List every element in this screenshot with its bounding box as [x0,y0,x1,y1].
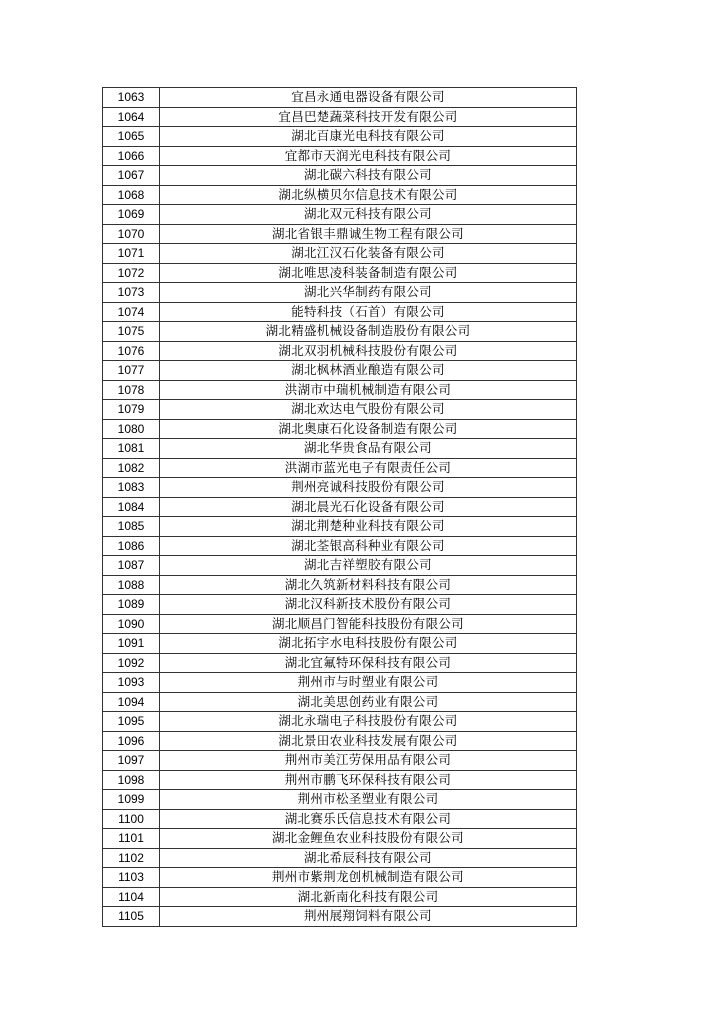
company-name: 荆州展翔饲料有限公司 [160,907,577,927]
row-number: 1076 [103,341,160,361]
company-name: 湖北兴华制药有限公司 [160,283,577,303]
row-number: 1082 [103,458,160,478]
company-name: 湖北双元科技有限公司 [160,205,577,225]
company-name: 荆州亮诚科技股份有限公司 [160,478,577,498]
row-number: 1065 [103,127,160,147]
row-number: 1077 [103,361,160,381]
company-name: 湖北纵横贝尔信息技术有限公司 [160,185,577,205]
table-row [103,829,577,849]
table-row [103,478,577,498]
row-number: 1097 [103,751,160,771]
company-name: 湖北美思创药业有限公司 [160,692,577,712]
company-name: 荆州市松圣塑业有限公司 [160,790,577,810]
table-row [103,809,577,829]
table-row [103,575,577,595]
row-number: 1078 [103,380,160,400]
company-name: 宜都市天润光电科技有限公司 [160,146,577,166]
table-row [103,88,577,108]
row-number: 1086 [103,536,160,556]
table-row [103,848,577,868]
table-row [103,497,577,517]
table-row [103,595,577,615]
row-number: 1105 [103,907,160,927]
table-row [103,536,577,556]
table-row [103,614,577,634]
company-name: 湖北顺昌门智能科技股份有限公司 [160,614,577,634]
company-name: 湖北华贵食品有限公司 [160,439,577,459]
table-row [103,692,577,712]
row-number: 1068 [103,185,160,205]
company-name: 湖北唯思凌科装备制造有限公司 [160,263,577,283]
company-name: 湖北枫林酒业酿造有限公司 [160,361,577,381]
company-name: 湖北双羽机械科技股份有限公司 [160,341,577,361]
company-name: 湖北景田农业科技发展有限公司 [160,731,577,751]
row-number: 1088 [103,575,160,595]
table-row [103,341,577,361]
row-number: 1072 [103,263,160,283]
company-name: 湖北晨光石化设备有限公司 [160,497,577,517]
company-name: 湖北荆楚种业科技有限公司 [160,517,577,537]
table-row [103,244,577,264]
row-number: 1070 [103,224,160,244]
row-number: 1099 [103,790,160,810]
company-table-body [103,88,577,927]
table-row [103,302,577,322]
row-number: 1084 [103,497,160,517]
company-name: 洪湖市中瑞机械制造有限公司 [160,380,577,400]
company-name: 湖北久筑新材料科技有限公司 [160,575,577,595]
company-name: 湖北宜氟特环保科技有限公司 [160,653,577,673]
table-row [103,400,577,420]
row-number: 1085 [103,517,160,537]
company-name: 荆州市美江劳保用品有限公司 [160,751,577,771]
company-name: 荆州市紫荆龙创机械制造有限公司 [160,868,577,888]
row-number: 1071 [103,244,160,264]
row-number: 1064 [103,107,160,127]
company-name: 湖北奥康石化设备制造有限公司 [160,419,577,439]
row-number: 1093 [103,673,160,693]
company-name: 湖北百康光电科技有限公司 [160,127,577,147]
table-row [103,653,577,673]
row-number: 1092 [103,653,160,673]
row-number: 1066 [103,146,160,166]
row-number: 1094 [103,692,160,712]
company-name: 湖北金鲤鱼农业科技股份有限公司 [160,829,577,849]
row-number: 1090 [103,614,160,634]
table-row [103,127,577,147]
company-name: 湖北拓宇水电科技股份有限公司 [160,634,577,654]
table-row [103,458,577,478]
table-row [103,146,577,166]
row-number: 1103 [103,868,160,888]
company-name: 湖北精盛机械设备制造股份有限公司 [160,322,577,342]
row-number: 1063 [103,88,160,108]
row-number: 1104 [103,887,160,907]
row-number: 1083 [103,478,160,498]
table-row [103,887,577,907]
row-number: 1087 [103,556,160,576]
row-number: 1069 [103,205,160,225]
row-number: 1100 [103,809,160,829]
company-name: 荆州市鹏飞环保科技有限公司 [160,770,577,790]
table-row [103,634,577,654]
row-number: 1101 [103,829,160,849]
company-name: 湖北汉科新技术股份有限公司 [160,595,577,615]
table-row [103,673,577,693]
row-number: 1091 [103,634,160,654]
company-name: 湖北欢达电气股份有限公司 [160,400,577,420]
row-number: 1098 [103,770,160,790]
table-row [103,790,577,810]
company-name: 能特科技（石首）有限公司 [160,302,577,322]
table-row [103,712,577,732]
row-number: 1067 [103,166,160,186]
company-name: 湖北新南化科技有限公司 [160,887,577,907]
row-number: 1081 [103,439,160,459]
table-row [103,107,577,127]
table-row [103,361,577,381]
company-name: 宜昌永通电器设备有限公司 [160,88,577,108]
table-row [103,263,577,283]
table-row [103,380,577,400]
company-list-table [102,87,577,927]
row-number: 1079 [103,400,160,420]
table-row [103,224,577,244]
table-row [103,283,577,303]
company-name: 湖北赛乐氏信息技术有限公司 [160,809,577,829]
table-row [103,439,577,459]
company-name: 湖北永瑞电子科技股份有限公司 [160,712,577,732]
table-row [103,322,577,342]
row-number: 1102 [103,848,160,868]
row-number: 1074 [103,302,160,322]
company-name: 湖北江汉石化装备有限公司 [160,244,577,264]
company-name: 宜昌巴楚蔬菜科技开发有限公司 [160,107,577,127]
table-row [103,166,577,186]
company-name: 湖北荃银高科种业有限公司 [160,536,577,556]
row-number: 1095 [103,712,160,732]
table-row [103,205,577,225]
table-row [103,517,577,537]
row-number: 1080 [103,419,160,439]
company-name: 湖北希辰科技有限公司 [160,848,577,868]
row-number: 1089 [103,595,160,615]
table-row [103,185,577,205]
company-name: 湖北碳六科技有限公司 [160,166,577,186]
table-row [103,907,577,927]
table-row [103,770,577,790]
table-row [103,868,577,888]
row-number: 1075 [103,322,160,342]
company-name: 湖北吉祥塑胶有限公司 [160,556,577,576]
row-number: 1073 [103,283,160,303]
table-row [103,556,577,576]
row-number: 1096 [103,731,160,751]
table-row [103,419,577,439]
company-name: 湖北省银丰鼎诚生物工程有限公司 [160,224,577,244]
table-row [103,751,577,771]
company-name: 荆州市与时塑业有限公司 [160,673,577,693]
company-name: 洪湖市蓝光电子有限责任公司 [160,458,577,478]
table-row [103,731,577,751]
